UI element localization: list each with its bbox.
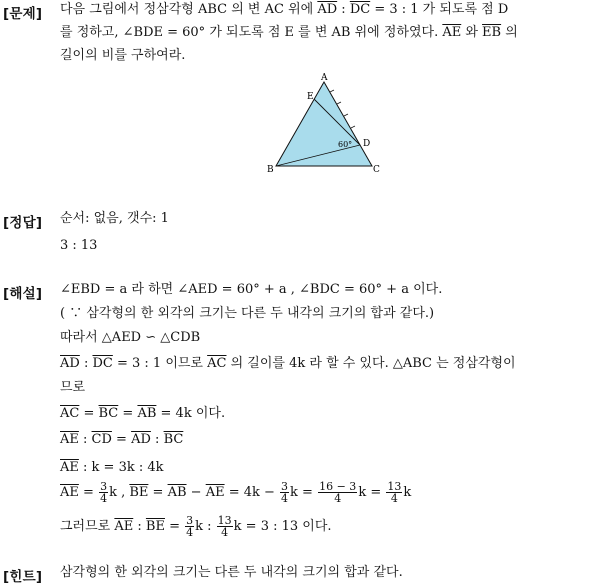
solution-line-5: 므로 bbox=[60, 380, 86, 395]
solution-line-8: $\overline{AE}$ : k = 3k : 4k bbox=[60, 460, 164, 475]
solution-line-2: ( ∵ 삼각형의 한 외각의 크기는 다른 두 내각의 크기의 합과 같다.) bbox=[60, 306, 435, 321]
answer-line-1: 순서: 없음, 갯수: 1 bbox=[60, 211, 169, 226]
triangle-figure bbox=[262, 72, 382, 176]
problem-line-2: 를 정하고, ∠BDE = 60° 가 되도록 점 E 를 변 AB 위에 정하였다. $\overline{AE}$ 와 $\overline{EB}$ 의 bbox=[60, 25, 518, 40]
solution-line-1: ∠EBD = a 라 하면 ∠AED = 60° + a , ∠BDC = 60° + a 이다. bbox=[60, 282, 443, 297]
answer-line-2: 3 : 13 bbox=[60, 238, 98, 253]
solution-line-7: $\overline{AE}$ : $\overline{CD} = \overline{AD}$ : $\overline{BC}$ bbox=[60, 432, 184, 447]
label-c: C bbox=[373, 165, 380, 175]
answer-tag: [정답] bbox=[3, 215, 43, 231]
label-a: A bbox=[321, 73, 328, 83]
solution-line-9: $\overline{AE}$ = $\frac{3}{4}$ k , $\overline{BE} = \overline{AB} - \overline{AE} = 4k$ − $\frac{3}{4}$ k = $\frac{16 - 3}{4}$ k = $\frac{13}{4}$ k bbox=[60, 480, 412, 505]
triangle-abc bbox=[276, 82, 372, 166]
hint-tag: [힌트] bbox=[3, 569, 43, 585]
solution-line-4: $\overline{AD}$ : $\overline{DC} = 3$ : 1 이므로 $\overline{AC}$ 의 길이를 4k 라 할 수 있다. △ABC 는 정삼각형이 bbox=[60, 356, 516, 371]
problem-tag: [문제] bbox=[3, 6, 43, 22]
problem-line-1: 다음 그림에서 정삼각형 ABC 의 변 AC 위에 $\overline{AD}$ : $\overline{DC} = 3$ : 1 가 되도록 점 D bbox=[60, 2, 509, 17]
solution-tag: [해설] bbox=[3, 286, 43, 302]
tick-marks bbox=[330, 90, 334, 92]
label-e: E bbox=[307, 92, 314, 102]
problem-line-3: 길이의 비를 구하여라. bbox=[60, 48, 186, 63]
solution-line-10: 그러므로 $\overline{AE}$ : $\overline{BE}$ = $\frac{3}{4}$ k : $\frac{13}{4}$ k = 3 : 13 이다. bbox=[60, 514, 332, 539]
label-b: B bbox=[267, 165, 274, 175]
solution-line-3: 따라서 △AED ∽ △CDB bbox=[60, 330, 201, 345]
hint-text: 삼각형의 한 외각의 크기는 다른 두 내각의 크기의 합과 같다. bbox=[60, 565, 403, 580]
solution-line-6: $\overline{AC} = \overline{BC} = \overline{AB} = 4k$ 이다. bbox=[60, 406, 226, 421]
angle-label: 60° bbox=[338, 140, 353, 149]
label-d: D bbox=[363, 139, 371, 149]
